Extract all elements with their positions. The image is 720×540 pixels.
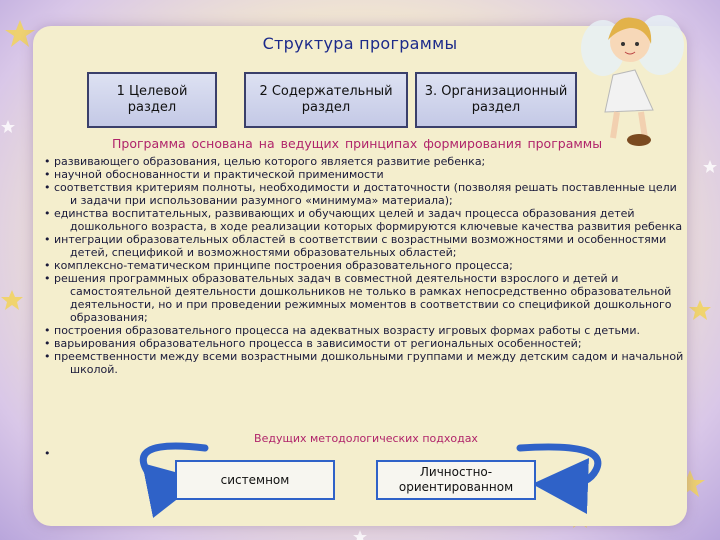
principle-item: • преемственности между всеми возрастными дошкольными группами и между детским садом и начальной школой. xyxy=(44,350,684,376)
section-organization: 3. Организационный раздел xyxy=(415,72,577,128)
principle-item: • научной обоснованности и практической применимости xyxy=(44,168,684,181)
approach-systemic: системном xyxy=(175,460,335,500)
principle-item: • решения программных образовательных задач в совместной деятельности взрослого и детей и самостоятельной деятельности дошкольников не только в рамках непосредственно образовательной деятельности, но и при проведении режимных моментов в соответствии со спецификой дошкольного образования; xyxy=(44,272,684,324)
principle-item: • комплексно-тематическом принципе построения образовательного процесса; xyxy=(44,259,684,272)
methods-heading: Ведущих методологических подходах xyxy=(254,432,478,445)
principle-item: • варьирования образовательного процесса в зависимости от региональных особенностей; xyxy=(44,337,684,350)
approach-personal: Личностно- ориентированном xyxy=(376,460,536,500)
section-content: 2 Содержательный раздел xyxy=(244,72,408,128)
page-title: Структура программы xyxy=(262,34,458,53)
empty-bullet: • xyxy=(44,447,51,460)
principle-item: • интеграции образовательных областей в соответствии с возрастными возможностями и особенностями детей, спецификой и возможностями образовательных областей; xyxy=(44,233,684,259)
principles-heading: Программа основана на ведущих принципах формирования программы xyxy=(112,136,603,151)
principle-item: • построения образовательного процесса на адекватных возрасту игровых формах работы с детьми. xyxy=(44,324,684,337)
principle-item: • соответствия критериям полноты, необходимости и достаточности (позволяя решать поставленные цели и задачи при использовании разумного «минимума» материала); xyxy=(44,181,684,207)
principle-item: • развивающего образования, целью которого является развитие ребенка; xyxy=(44,155,684,168)
principle-item: • единства воспитательных, развивающих и обучающих целей и задач процесса образования детей дошкольного возраста, в ходе реализации которых формируются ключевые качества развития ребенка xyxy=(44,207,684,233)
section-target: 1 Целевой раздел xyxy=(87,72,217,128)
